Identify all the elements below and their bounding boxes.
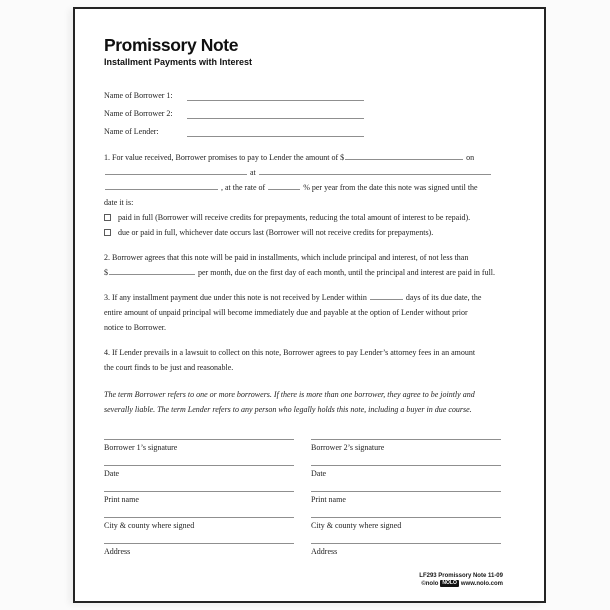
- borrower2-date-label: Date: [311, 469, 327, 478]
- clause1-text: , at the rate of: [221, 183, 266, 192]
- borrower2-address-line[interactable]: [311, 543, 501, 544]
- borrower2-city-county-line[interactable]: [311, 517, 501, 518]
- borrower1-name-field[interactable]: [187, 89, 364, 101]
- publisher-line: [419, 580, 503, 588]
- publisher-url: www.nolo.com: [460, 581, 503, 587]
- clause2-line2: [104, 265, 501, 280]
- definitions-note: [104, 387, 501, 417]
- borrower2-print-name-field: [311, 491, 501, 505]
- clause-1: [104, 150, 501, 240]
- monthly-amount-blank[interactable]: [109, 266, 195, 275]
- copyright-text: ©nolo: [421, 581, 439, 587]
- page-subtitle: Installment Payments with Interest: [104, 57, 253, 67]
- borrower1-address-line[interactable]: [104, 543, 294, 544]
- amount-blank[interactable]: [345, 151, 463, 160]
- lender-name-label: Name of Lender:: [104, 127, 159, 136]
- clause2-text: per month, due on the first day of each month, until the principal and interest are paid in full.: [198, 268, 496, 277]
- borrower2-address-label: Address: [311, 547, 338, 556]
- page-content: [75, 9, 544, 601]
- days-blank[interactable]: [370, 291, 403, 300]
- paid-in-full-option: [104, 210, 501, 225]
- paid-in-full-checkbox[interactable]: [104, 214, 111, 221]
- form-footer: [419, 572, 503, 588]
- clause3-text: notice to Borrower.: [104, 323, 166, 332]
- clause1-text: at: [250, 168, 256, 177]
- borrower2-date-line[interactable]: [311, 465, 501, 466]
- clause2-line1: [104, 250, 501, 265]
- form-number: LF293 Promissory Note 11-09: [419, 572, 503, 579]
- borrower1-print-name-label: Print name: [104, 495, 139, 504]
- clause-4: [104, 345, 501, 375]
- borrower1-address-label: Address: [104, 547, 131, 556]
- borrower2-signature-label: Borrower 2’s signature: [311, 443, 385, 452]
- borrower1-address-field: [104, 543, 294, 557]
- clause1-line4: [104, 195, 501, 210]
- clause2-text: 2. Borrower agrees that this note will be paid in installments, which include principal and interest, of not less than: [104, 253, 469, 262]
- nolo-logo: NOLO: [442, 579, 457, 586]
- borrower2-name-label: Name of Borrower 2:: [104, 109, 173, 118]
- clause1-line3: [104, 180, 501, 195]
- borrower2-name-row: [104, 101, 501, 119]
- clause4-line2: [104, 360, 501, 375]
- borrower2-signature-column: [311, 439, 501, 569]
- date-blank[interactable]: [105, 166, 247, 175]
- clause3-line1: [104, 290, 501, 305]
- borrower1-signature-field: [104, 439, 294, 453]
- borrower2-name-field[interactable]: [187, 107, 364, 119]
- borrower2-date-field: [311, 465, 501, 479]
- borrower1-signature-line[interactable]: [104, 439, 294, 440]
- borrower2-print-name-line[interactable]: [311, 491, 501, 492]
- place-blank-2[interactable]: [105, 181, 218, 190]
- borrower2-signature-line[interactable]: [311, 439, 501, 440]
- definitions-note-text: severally liable. The term Lender refers to any person who legally holds this note, including a buyer in due course.: [104, 405, 472, 414]
- borrower1-date-field: [104, 465, 294, 479]
- borrower1-city-county-label: City & county where signed: [104, 521, 195, 530]
- clause2-text: $: [104, 268, 108, 277]
- clause3-text: 3. If any installment payment due under this note is not received by Lender within: [104, 293, 367, 302]
- due-or-paid-label: due or paid in full, whichever date occurs last (Borrower will not receive credits for prepayments).: [118, 228, 434, 237]
- borrower2-city-county-label: City & county where signed: [311, 521, 402, 530]
- borrower2-signature-field: [311, 439, 501, 453]
- clause1-line1: [104, 150, 501, 165]
- clause3-line2: [104, 305, 501, 320]
- page-title: Promissory Note: [104, 35, 239, 55]
- clause4-text: the court finds to be just and reasonable.: [104, 363, 234, 372]
- signature-section: [104, 439, 501, 569]
- clause1-text: date it is:: [104, 198, 134, 207]
- borrower2-print-name-label: Print name: [311, 495, 346, 504]
- place-blank[interactable]: [259, 166, 491, 175]
- definitions-note-line1: [104, 387, 501, 402]
- paid-in-full-label: paid in full (Borrower will receive credits for prepayments, reducing the total amount of interest to be repaid).: [118, 213, 471, 222]
- promissory-note-page: [73, 7, 546, 603]
- borrower1-date-label: Date: [104, 469, 120, 478]
- borrower1-name-label: Name of Borrower 1:: [104, 91, 173, 100]
- borrower1-print-name-line[interactable]: [104, 491, 294, 492]
- clause1-line2: [104, 165, 501, 180]
- clause-3: [104, 290, 501, 335]
- borrower1-signature-label: Borrower 1’s signature: [104, 443, 178, 452]
- clause3-text: days of its due date, the: [405, 293, 482, 302]
- borrower1-city-county-field: [104, 517, 294, 531]
- borrower2-city-county-field: [311, 517, 501, 531]
- clause1-text: % per year from the date this note was signed until the: [303, 183, 478, 192]
- lender-name-row: [104, 119, 501, 137]
- clause1-text: 1. For value received, Borrower promises to pay to Lender the amount of $: [104, 153, 345, 162]
- definitions-note-line2: [104, 402, 501, 417]
- name-fields-block: [104, 83, 501, 137]
- due-or-paid-option: [104, 225, 501, 240]
- clause-2: [104, 250, 501, 280]
- clause3-text: entire amount of unpaid principal will become immediately due and payable at the option of Lender without prior: [104, 308, 468, 317]
- borrower1-print-name-field: [104, 491, 294, 505]
- borrower1-date-line[interactable]: [104, 465, 294, 466]
- clause3-line3: [104, 320, 501, 335]
- clause4-text: 4. If Lender prevails in a lawsuit to collect on this note, Borrower agrees to pay Lender’s attorney fees in an amount: [104, 348, 476, 357]
- clause4-line1: [104, 345, 501, 360]
- lender-name-field[interactable]: [187, 125, 364, 137]
- borrower1-city-county-line[interactable]: [104, 517, 294, 518]
- clause1-text: on: [466, 153, 475, 162]
- due-or-paid-checkbox[interactable]: [104, 229, 111, 236]
- rate-blank[interactable]: [268, 181, 300, 190]
- definitions-note-text: The term Borrower refers to one or more borrowers. If there is more than one borrower, they agree to be jointly and: [104, 390, 475, 399]
- borrower1-name-row: [104, 83, 501, 101]
- borrower1-signature-column: [104, 439, 294, 569]
- borrower2-address-field: [311, 543, 501, 557]
